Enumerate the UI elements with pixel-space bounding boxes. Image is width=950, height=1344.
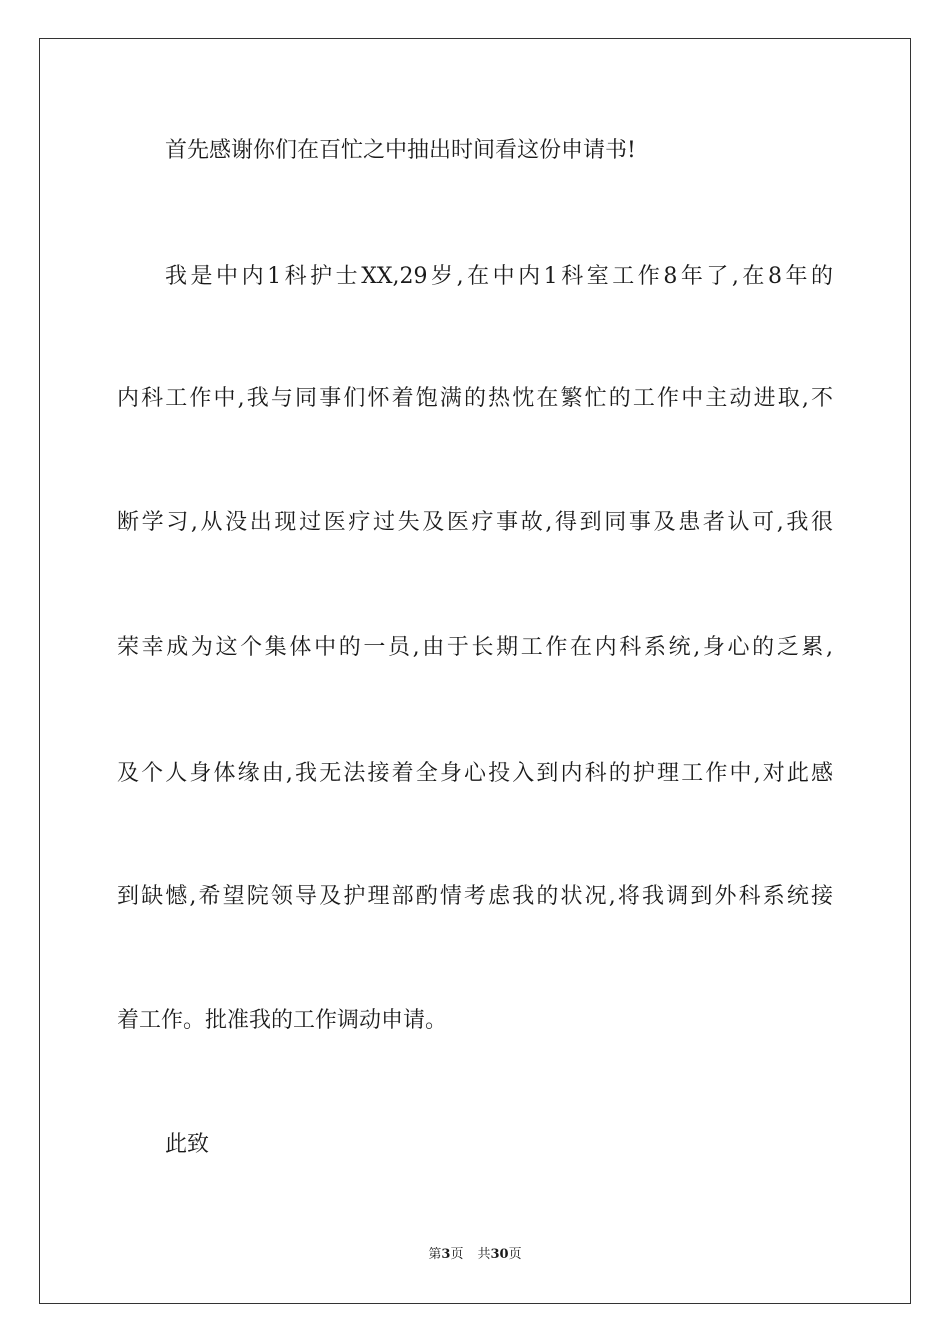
text-line-8: 着工作。批准我的工作调动申请。 (117, 1008, 448, 1033)
footer-total-suffix: 页 (508, 1247, 522, 1262)
current-page-number: 3 (441, 1247, 451, 1262)
text-line-5: 荣幸成为这个集体中的一员,由于长期工作在内科系统,身心的乏累, (117, 635, 833, 660)
footer-page-suffix: 页 (450, 1247, 464, 1262)
page-border (39, 38, 911, 1304)
text-line-2: 我是中内1科护士XX,29岁,在中内1科室工作8年了,在8年的 (165, 264, 833, 289)
closing-salutation: 此致 (165, 1132, 210, 1157)
footer-total-prefix: 共 (477, 1247, 491, 1262)
text-line-7: 到缺憾,希望院领导及护理部酌情考虑我的状况,将我调到外科系统接 (117, 884, 833, 909)
text-line-1: 首先感谢你们在百忙之中抽出时间看这份申请书! (165, 138, 636, 163)
page-footer (0, 1246, 950, 1264)
footer-prefix: 第 (428, 1247, 442, 1262)
text-line-3: 内科工作中,我与同事们怀着饱满的热忱在繁忙的工作中主动进取,不 (117, 386, 833, 411)
total-page-count: 30 (490, 1247, 509, 1262)
text-line-6: 及个人身体缘由,我无法接着全身心投入到内科的护理工作中,对此感 (117, 761, 833, 786)
text-line-4: 断学习,从没出现过医疗过失及医疗事故,得到同事及患者认可,我很 (117, 510, 833, 535)
